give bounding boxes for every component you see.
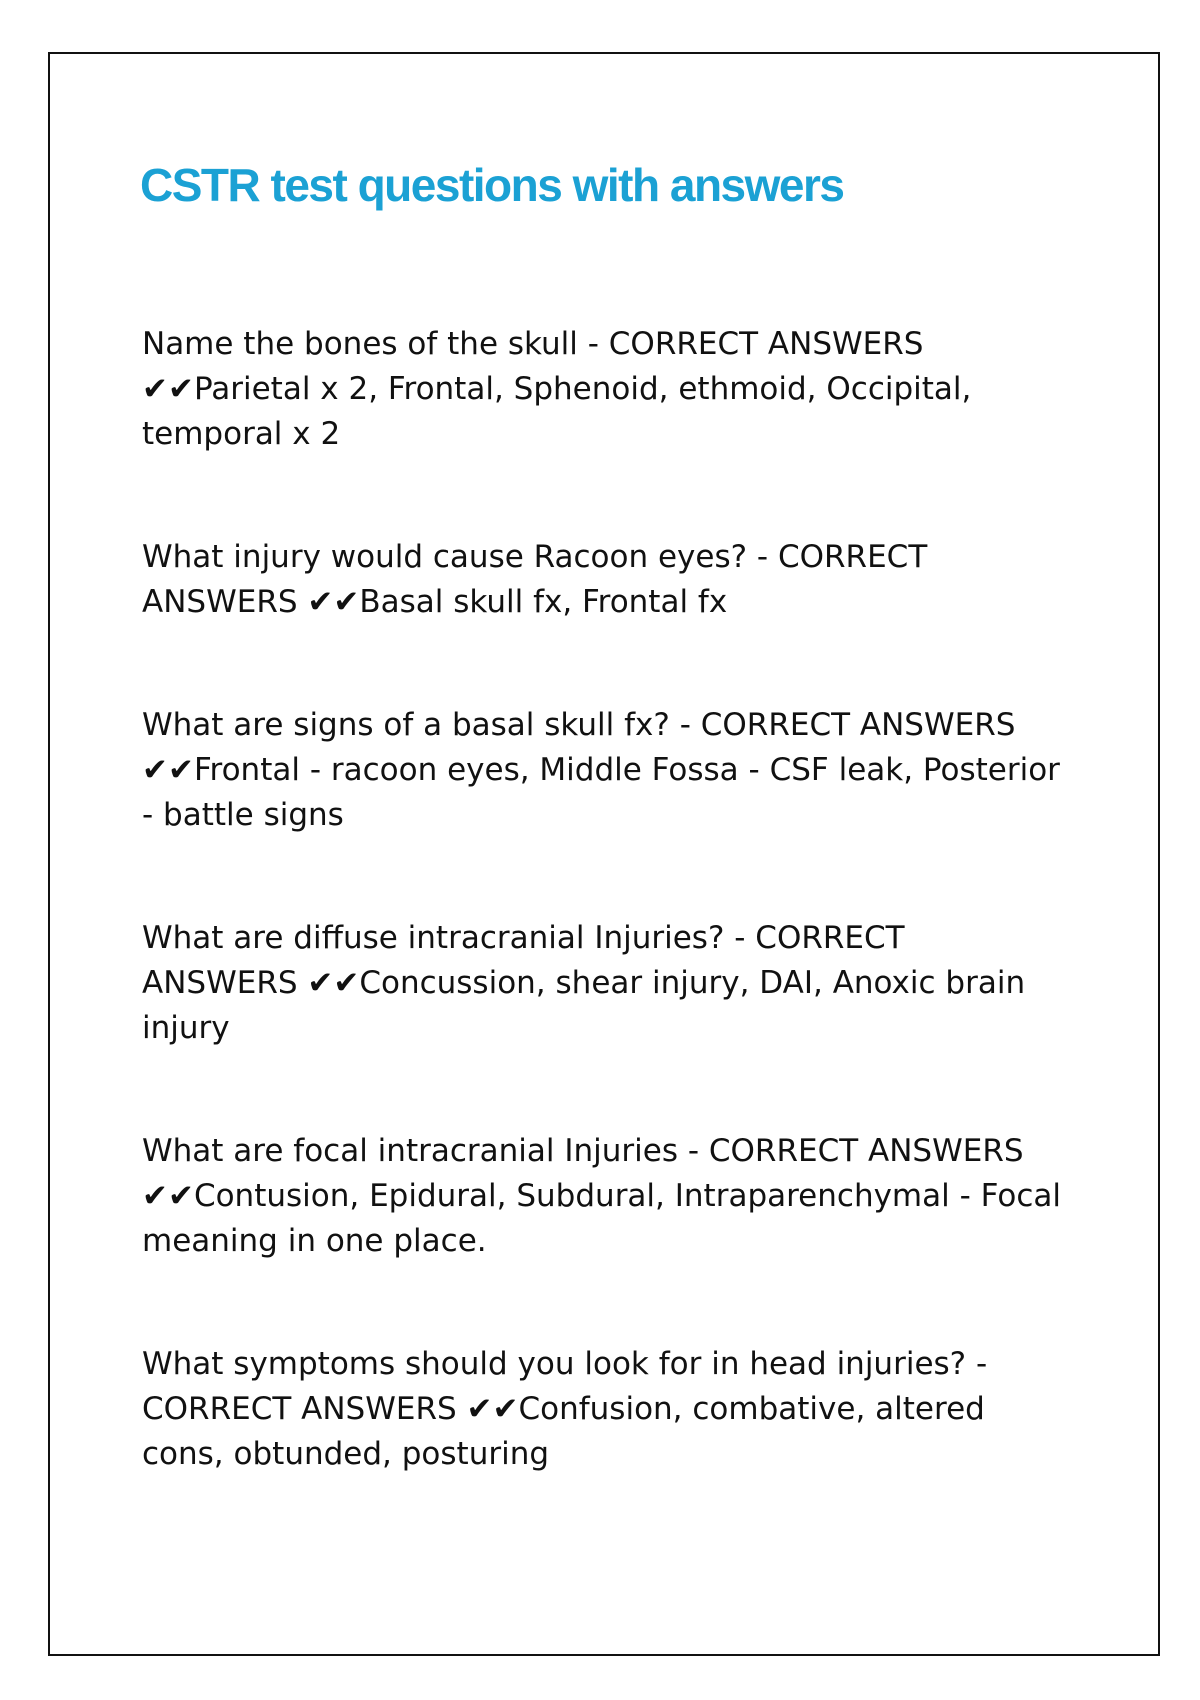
qa-item-racoon-eyes: What injury would cause Racoon eyes? - CORRECT ANSWERS ✔✔Basal skull fx, Frontal fx (142, 539, 928, 620)
document-title: CSTR test questions with answers (140, 159, 844, 211)
qa-list (142, 322, 1062, 1555)
qa-item-skull-bones: Name the bones of the skull - CORRECT ANSWERS ✔✔Parietal x 2, Frontal, Sphenoid, ethmoid, Occipital, temporal x 2 (142, 326, 972, 452)
qa-item-diffuse-injuries: What are diffuse intracranial Injuries? - CORRECT ANSWERS ✔✔Concussion, shear injury, DAI, Anoxic brain injury (142, 920, 1026, 1046)
qa-item-basal-skull-fx: What are signs of a basal skull fx? - CORRECT ANSWERS ✔✔Frontal - racoon eyes, Middle Fossa - CSF leak, Posterior - battle signs (142, 707, 1060, 833)
qa-item-head-injury-symptoms: What symptoms should you look for in head injuries? - CORRECT ANSWERS ✔✔Confusion, combative, altered cons, obtunded, posturing (142, 1346, 988, 1472)
qa-item-focal-injuries: What are focal intracranial Injuries - CORRECT ANSWERS ✔✔Contusion, Epidural, Subdural, Intraparenchymal - Focal meaning in one place. (142, 1133, 1061, 1259)
